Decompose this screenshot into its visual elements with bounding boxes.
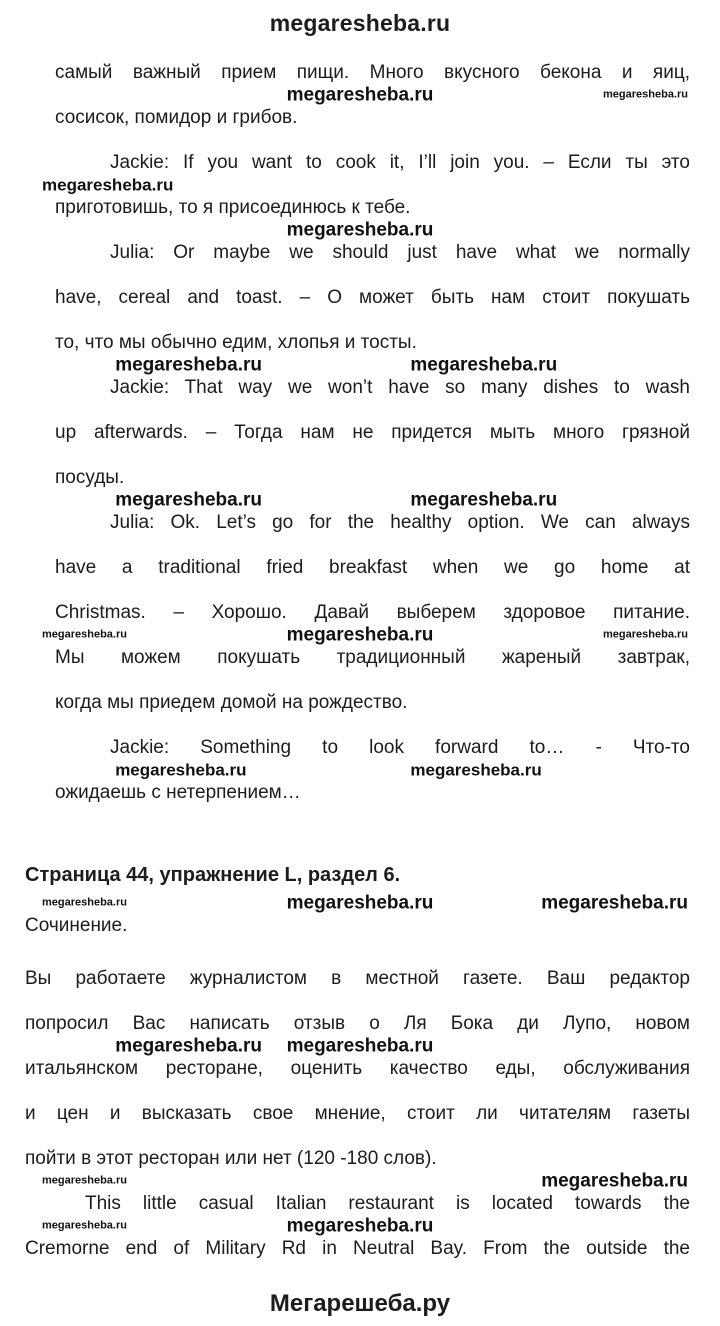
watermark: megaresheba.ru (541, 892, 688, 914)
footer-watermark: Мегарешеба.ру (269, 1290, 451, 1317)
text-line: have, cereal and toast. – О может быть нам стоит покушать (55, 287, 690, 308)
watermark: megaresheba.ru (286, 219, 434, 241)
watermark: megaresheba.ru (286, 84, 434, 106)
document-body (0, 50, 720, 1271)
watermark: megaresheba.ru (410, 354, 558, 376)
text-line: Вы работаете журналистом в местной газете. Ваш редактор (25, 968, 690, 989)
watermark: megaresheba.ru (410, 489, 558, 511)
text-line: Julia: Ok. Let’s go for the healthy option. We can always (110, 512, 690, 533)
watermark: megaresheba.ru (42, 628, 127, 641)
text-line: сосисок, помидор и грибов. (55, 107, 298, 128)
text-line: This little casual Italian restaurant is located towards the (85, 1193, 690, 1214)
watermark: megaresheba.ru (42, 175, 174, 195)
text-line: самый важный прием пищи. Много вкусного бекона и яиц, (55, 62, 690, 83)
text-line: up afterwards. – Тогда нам не придется мыть много грязной (55, 422, 690, 443)
text-line: то, что мы обычно едим, хлопья и тосты. (55, 332, 417, 353)
watermark: megaresheba.ru (286, 1215, 434, 1237)
text-line: попросил Вас написать отзыв о Ля Бока ди Лупо, новом (25, 1013, 690, 1034)
header-watermark: megaresheba.ru (269, 10, 451, 36)
watermark: megaresheba.ru (42, 896, 127, 909)
watermark: megaresheba.ru (410, 760, 542, 780)
text-line: Jackie: Something to look forward to… - Что-то (110, 737, 690, 758)
text-line: итальянском ресторане, оценить качество еды, обслуживания (25, 1058, 690, 1079)
watermark: megaresheba.ru (603, 88, 688, 101)
text-line: приготовишь, то я присоединюсь к тебе. (55, 197, 411, 218)
text-line: Christmas. – Хорошо. Давай выберем здоровое питание. (55, 602, 690, 623)
watermark: megaresheba.ru (115, 1035, 262, 1057)
text-line: Jackie: That way we won’t have so many dishes to wash (110, 377, 690, 398)
section-heading: Страница 44, упражнение L, раздел 6. (25, 864, 401, 886)
watermark: megaresheba.ru (42, 1174, 127, 1187)
text-line: Cremorne end of Military Rd in Neutral Bay. From the outside the (25, 1238, 690, 1259)
text-line: пойти в этот ресторан или нет (120 -180 слов). (25, 1148, 437, 1169)
watermark: megaresheba.ru (541, 1170, 688, 1192)
text-line: Julia: Or maybe we should just have what we normally (110, 242, 690, 263)
text-line: посуды. (55, 467, 125, 488)
text-line: have a traditional fried breakfast when we go home at (55, 557, 690, 578)
watermark: megaresheba.ru (286, 1035, 434, 1057)
text-line: и цен и высказать свое мнение, стоит ли читателям газеты (25, 1103, 690, 1124)
watermark: megaresheba.ru (115, 354, 262, 376)
watermark: megaresheba.ru (286, 892, 434, 914)
text-line: Jackie: If you want to cook it, I’ll join you. – Если ты это (110, 152, 690, 173)
watermark: megaresheba.ru (115, 489, 262, 511)
watermark: megaresheba.ru (286, 624, 434, 646)
watermark: megaresheba.ru (603, 628, 688, 641)
text-line: Мы можем покушать традиционный жареный завтрак, (55, 647, 690, 668)
section-gap (0, 815, 720, 853)
text-line: Сочинение. (25, 915, 128, 936)
text-line: когда мы приедем домой на рождество. (55, 692, 408, 713)
watermark: megaresheba.ru (42, 1219, 127, 1232)
watermark: megaresheba.ru (115, 760, 247, 780)
text-line: ожидаешь с нетерпением… (55, 782, 301, 803)
